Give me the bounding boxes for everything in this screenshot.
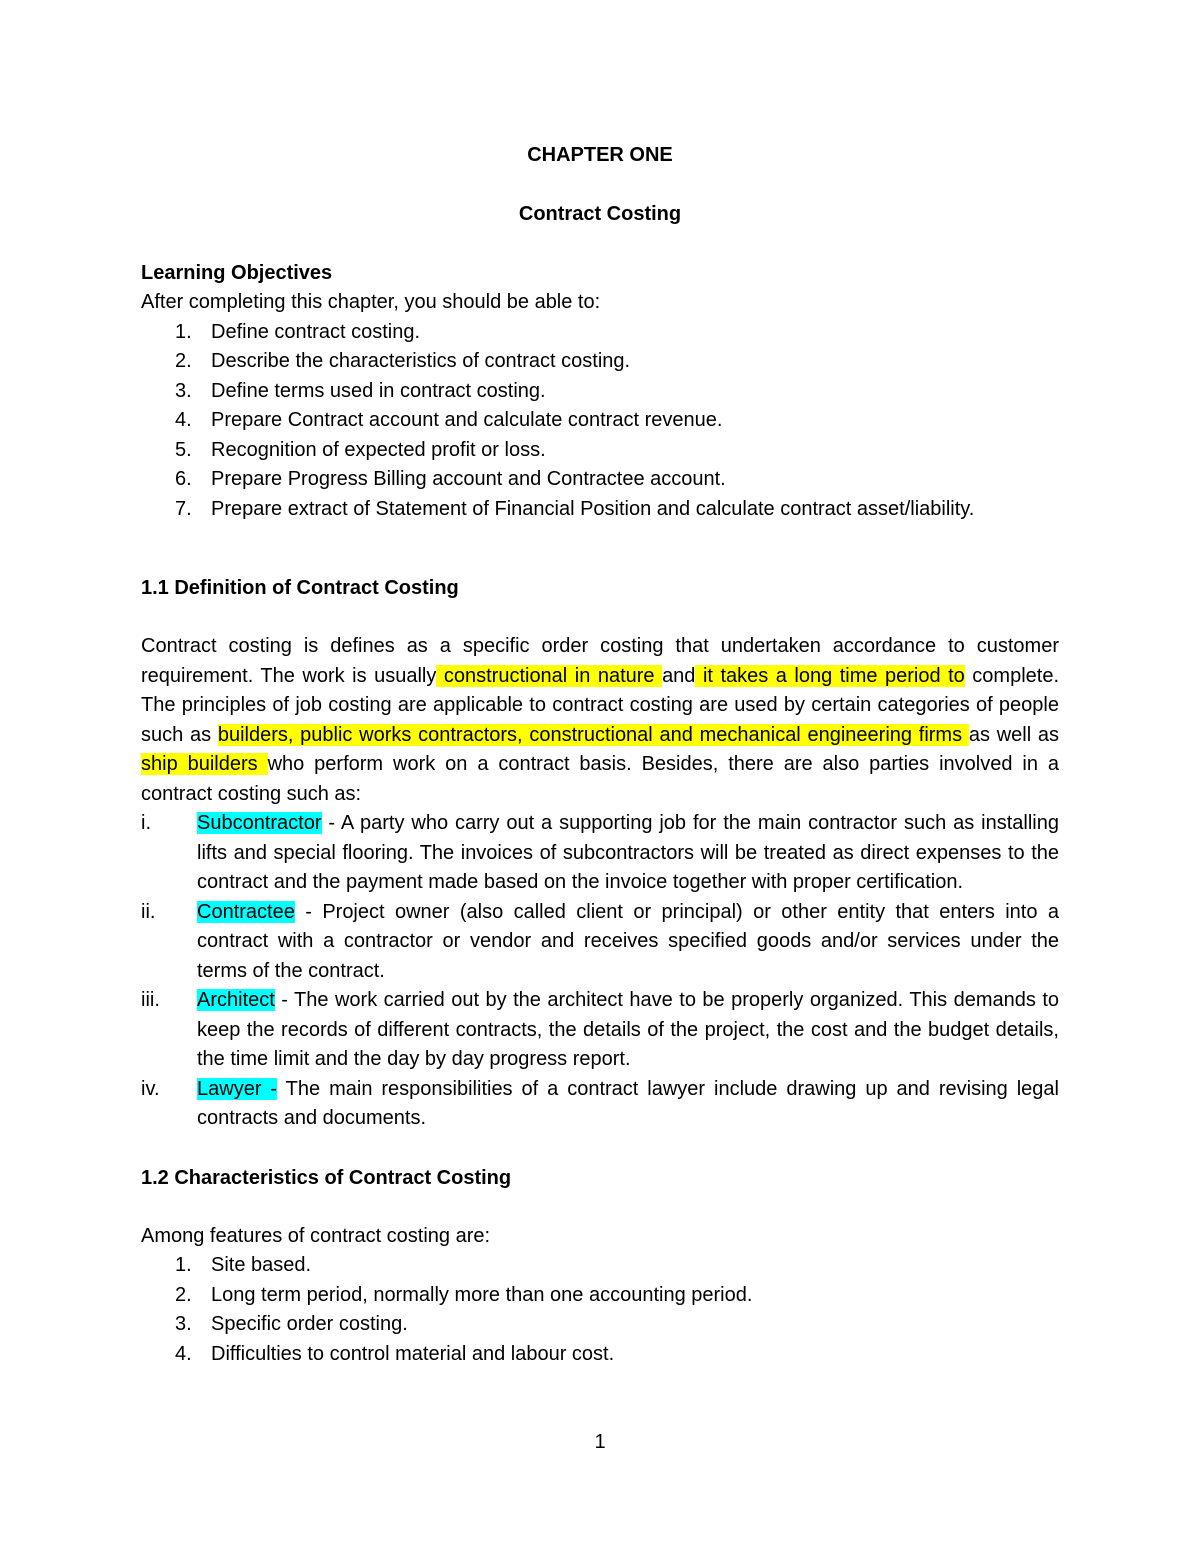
- list-item: [141, 465, 1059, 495]
- section-1-heading: 1.1 Definition of Contract Costing: [141, 577, 459, 599]
- party-term: Lawyer -: [197, 1077, 278, 1100]
- party-description: The main responsibilities of a contract lawyer include drawing up and revising legal contracts and documents.: [197, 1077, 1059, 1129]
- party-description: - The work carried out by the architect have to be properly organized. This demands to keep the records of different contracts, the details of the project, the cost and the budget details, the time limit and the day by day progress report.: [197, 989, 1059, 1070]
- list-item: [141, 436, 1059, 466]
- list-item: [141, 347, 1059, 377]
- list-number: i.: [141, 812, 151, 834]
- list-number: iii.: [141, 989, 160, 1011]
- highlighted-text: constructional in nature: [436, 664, 663, 687]
- list-text: Define contract costing.: [211, 320, 420, 343]
- highlighted-text: it takes a long time period to: [695, 664, 965, 687]
- paragraph-text: Contract costing is defines as a specific order costing that undertaken accordance to customer requirement. The work is usually: [141, 635, 1059, 687]
- list-text: Prepare extract of Statement of Financial Position and calculate contract asset/liability.: [211, 497, 975, 520]
- objectives-list: [141, 318, 1059, 525]
- list-text: Prepare Contract account and calculate contract revenue.: [211, 409, 723, 431]
- definition-paragraph: [141, 632, 1059, 809]
- list-number: 5.: [175, 438, 192, 461]
- paragraph-text: who perform work on a contract basis. Besides, there are also parties involved in a contract costing such as:: [141, 753, 1059, 805]
- characteristics-list: [141, 1251, 1059, 1369]
- highlighted-text: ship builders: [141, 753, 268, 775]
- list-item: [141, 495, 1059, 525]
- page-number: 1: [594, 1431, 606, 1453]
- list-item: [141, 377, 1059, 407]
- list-number: 3.: [175, 379, 192, 402]
- list-text: Recognition of expected profit or loss.: [211, 438, 546, 461]
- list-number: 4.: [175, 1342, 192, 1365]
- objectives-heading: Learning Objectives: [141, 262, 333, 284]
- list-text: Define terms used in contract costing.: [211, 379, 546, 402]
- list-number: 7.: [175, 497, 192, 520]
- list-number: 2.: [175, 350, 192, 372]
- paragraph-text: and: [662, 664, 696, 687]
- list-item: [141, 1310, 1059, 1340]
- list-number: 3.: [175, 1313, 192, 1335]
- list-item: [141, 406, 1059, 436]
- paragraph-text: complete. The principles of job costing are applicable to contract costing are used by certain categories of people such as: [141, 664, 1060, 746]
- list-item: [141, 1281, 1059, 1311]
- list-item: [141, 898, 1059, 987]
- list-text: Describe the characteristics of contract costing.: [211, 350, 631, 372]
- party-term: Subcontractor: [197, 812, 322, 834]
- list-number: 1.: [175, 320, 192, 343]
- list-item: [141, 1075, 1059, 1134]
- paragraph-text: as well as: [968, 723, 1060, 746]
- party-description: - Project owner (also called client or principal) or other entity that enters into a contract with a contractor or vendor and receives specified goods and/or services under the terms of the contract.: [197, 900, 1059, 982]
- list-text: Difficulties to control material and labour cost.: [211, 1342, 615, 1365]
- list-item: [141, 1340, 1059, 1370]
- list-item: [141, 1251, 1059, 1281]
- chapter-title: CHAPTER ONE: [527, 144, 673, 166]
- characteristics-intro: Among features of contract costing are:: [141, 1224, 491, 1247]
- list-text: Site based.: [211, 1254, 312, 1276]
- list-item: [141, 986, 1059, 1075]
- list-number: ii.: [141, 900, 156, 923]
- list-text: Long term period, normally more than one accounting period.: [211, 1283, 753, 1306]
- list-number: 4.: [175, 409, 192, 431]
- section-2-heading: 1.2 Characteristics of Contract Costing: [141, 1166, 512, 1189]
- list-item: [141, 318, 1059, 348]
- parties-list: [141, 809, 1059, 1134]
- highlighted-text: builders, public works contractors, constructional and mechanical engineering firms: [217, 723, 969, 746]
- page-content: [141, 140, 1059, 1369]
- party-term: Architect: [197, 989, 275, 1011]
- chapter-subtitle: Contract Costing: [518, 203, 682, 225]
- list-number: 6.: [175, 468, 192, 490]
- list-item: [141, 809, 1059, 898]
- list-number: 2.: [175, 1283, 192, 1306]
- list-text: Specific order costing.: [211, 1313, 408, 1335]
- list-number: iv.: [141, 1077, 160, 1100]
- objectives-intro: After completing this chapter, you should be able to:: [141, 291, 601, 313]
- party-description: - A party who carry out a supporting job for the main contractor such as installing lifts and special flooring. The invoices of subcontractors will be treated as direct expenses to the contract and the payment made based on the invoice together with proper certification.: [197, 812, 1059, 893]
- party-term: Contractee: [197, 900, 295, 923]
- list-text: Prepare Progress Billing account and Contractee account.: [211, 468, 726, 490]
- list-number: 1.: [175, 1254, 192, 1276]
